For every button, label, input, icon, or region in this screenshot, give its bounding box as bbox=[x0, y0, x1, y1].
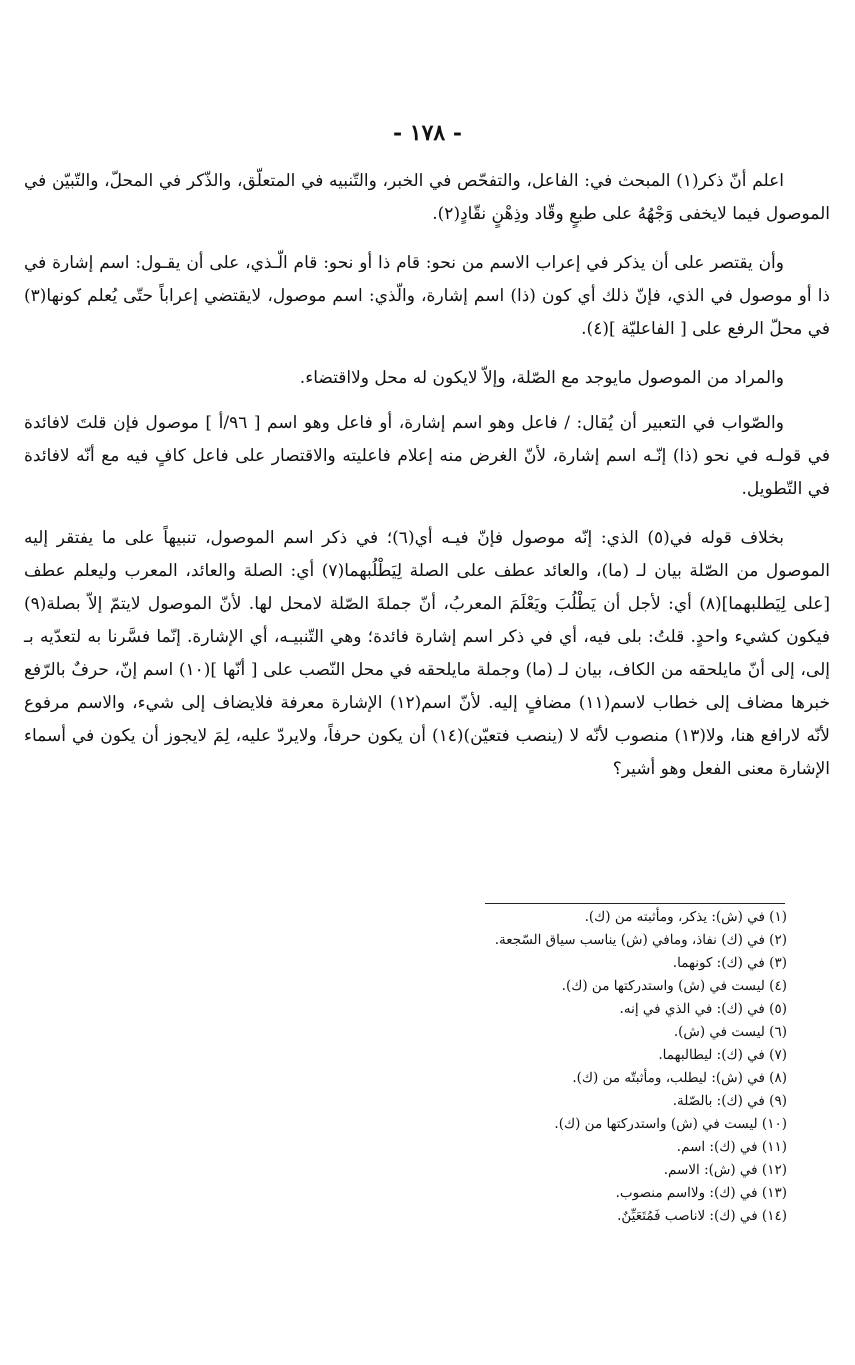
footnote-4: (٤) ليست في (ش) واستدركتها من (ك). bbox=[561, 978, 787, 994]
footnote-14: (١٤) في (ك): لاناصب فَمُتَعَيِّنٌ. bbox=[617, 1208, 787, 1224]
footnote-8: (٨) في (ش): ليطلب، ومأثبتّه من (ك). bbox=[572, 1070, 787, 1086]
footnote-11: (١١) في (ك): اسم. bbox=[676, 1139, 787, 1155]
paragraph-2: وأن يقتصر على أن يذكر في إعراب الاسم من نحو: قام ذا أو نحو: قام الّـذي، على أن يقـول: اسم إشارة في ذا أو موصول في الذي، فإنّ ذلك أي كون (ذا) اسم إشارة، والّذي: اسم موصول، لايقتضي إعراباً حتّى يُعلم كونها(٣) في محلّ الرفع على [ الفاعليّة ](٤). bbox=[24, 253, 830, 339]
footnote-9: (٩) في (ك): بالصّلة. bbox=[672, 1093, 787, 1109]
footnote-1: (١) في (ش): يذكر، ومأثبته من (ك). bbox=[584, 909, 787, 925]
paragraph-5: بخلاف قوله في(٥) الذي: إنّه موصول فإنّ فيـه أي(٦)؛ في ذكر اسم الموصول، تنبيهاً على ما يفتقر إليه الموصول من الصّلة بيان لـ (ما)، والعائد عطف على الصلة لِيَطْلُبهما(٧) أي: الصلة والعائد، المعرب وليعلم عطف [على لِيَطلبهما](٨) أي: لأجل أن يَطْلُبَ ويَعْلَمَ المعربُ، أنّ جملةَ الصّلة لامحل لها. لأنّ الموصول لايتمّ إلاّ بصلة(٩) فيكون كشيء واحدٍ. قلتُ: بلى فيه، أي في ذكر اسم إشارة فائدة؛ وهي التّنبيـه، أي الإشارة. إنّما فسَّرنا به لتعدّيه بـ إلى، إلى أنّ مايلحقه من الكاف، بيان لـ (ما) وجملة مايلحقه في محل النّصب على [ أنّها ](١٠) اسم إنّ، حرفٌ بالرّفع خبرها مضاف إلى خطاب لاسم(١١) مضافٍ إليه. لأنّ اسم(١٢) الإشارة معرفة فلايضاف إلى شيء، والاسم مرفوع لأنّه لارافع هنا، ولا(١٣) منصوب لأنّه لا (ينصب فتعيّن)(١٤) أن يكون حرفاً، ولايردّ عليه، لِمَ لايجوز أن يكون في أسماء الإشارة معنى الفعل وهو أشير؟ bbox=[24, 528, 831, 779]
footnote-5: (٥) في (ك): في الذي في إنه. bbox=[619, 1001, 787, 1017]
paragraph-1: اعلم أنّ ذكر(١) المبحث في: الفاعل، والتفحّص في الخبر، والتّنبيه في المتعلّق، والذّكر في المحلّ، والتّبيّن في الموصول فيما لايخفى وَجْهُهُ على طبعٍ وقّاد وذِهْنٍ نقّادٍ(٢). bbox=[24, 171, 830, 224]
footnotes bbox=[327, 906, 787, 1228]
footnote-12: (١٢) في (ش): الاسم. bbox=[663, 1162, 787, 1178]
footnote-3: (٣) في (ك): كونهما. bbox=[672, 955, 787, 971]
paragraph-3: والمراد من الموصول مايوجد مع الصّلة، وإلاّ لايكون له محل ولااقتضاء. bbox=[299, 368, 784, 388]
footnote-divider bbox=[485, 903, 785, 904]
footnote-10: (١٠) ليست في (ش) واستدركتها من (ك). bbox=[554, 1116, 787, 1132]
page-number: - ١٧٨ - bbox=[392, 120, 463, 146]
footnote-13: (١٣) في (ك): ولااسم منصوب. bbox=[615, 1185, 787, 1201]
paragraph-4: والصّواب في التعبير أن يُقال: / فاعل وهو اسم إشارة، أو فاعل وهو اسم [ ٩٦/أ ] موصول فإن قلتَ لافائدة في قولـه في نحو (ذا) إنّـه اسم إشارة، لأنّ الغرض منه إعلام فاعليته والاقتصار على فاعل كافٍ فيه مع أنّه لافائدة في التّطويل. bbox=[24, 413, 830, 499]
main-text bbox=[24, 165, 830, 802]
footnote-7: (٧) في (ك): ليطالبهما. bbox=[658, 1047, 787, 1063]
footnote-2: (٢) في (ك) نفاذ، ومافي (ش) يناسب سياق السّجعة. bbox=[494, 932, 787, 948]
footnote-6: (٦) ليست في (ش). bbox=[673, 1024, 787, 1040]
